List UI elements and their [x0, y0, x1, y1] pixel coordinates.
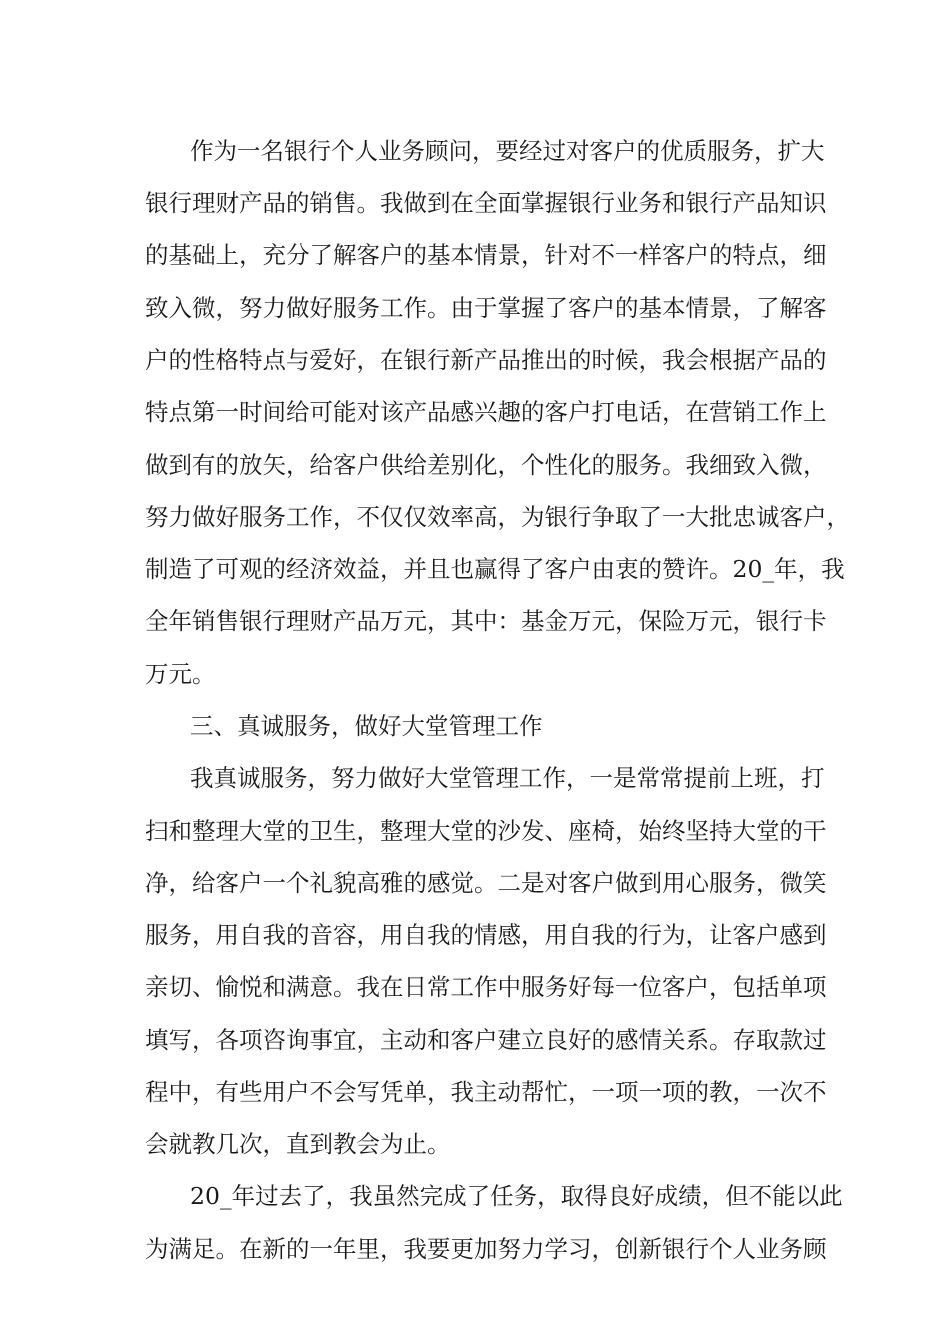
paragraph-line: 亲切、愉悦和满意。我在日常工作中服务好每一位客户，包括单项: [145, 973, 827, 1001]
paragraph-line: 服务，用自我的音容，用自我的情感，用自我的行为，让客户感到: [145, 921, 827, 949]
paragraph-line: 填写，各项咨询事宜，主动和客户建立良好的感情关系。存取款过: [145, 1026, 827, 1054]
paragraph-line: 全年销售银行理财产品万元，其中：基金万元，保险万元，银行卡: [145, 607, 827, 635]
paragraph-line: 户的性格特点与爱好，在银行新产品推出的时候，我会根据产品的: [145, 346, 827, 374]
paragraph-line: 银行理财产品的销售。我做到在全面掌握银行业务和银行产品知识: [145, 189, 827, 217]
paragraph-line: 作为一名银行个人业务顾问，要经过对客户的优质服务，扩大: [190, 137, 825, 165]
paragraph-line: 20_年过去了，我虽然完成了任务，取得良好成绩，但不能以此: [190, 1182, 843, 1210]
paragraph-line: 做到有的放矢，给客户供给差别化，个性化的服务。我细致入微，: [145, 451, 827, 479]
paragraph-line: 制造了可观的经济效益，并且也赢得了客户由衷的赞许。20_年，我: [145, 555, 845, 583]
paragraph-line: 净，给客户一个礼貌高雅的感觉。二是对客户做到用心服务，微笑: [145, 869, 827, 897]
paragraph-line: 努力做好服务工作，不仅仅效率高，为银行争取了一大批忠诚客户，: [145, 503, 850, 531]
section-heading: 三、真诚服务，做好大堂管理工作: [190, 712, 543, 740]
paragraph-line: 我真诚服务，努力做好大堂管理工作，一是常常提前上班，打: [190, 764, 825, 792]
paragraph-line: 程中，有些用户不会写凭单，我主动帮忙，一项一项的教，一次不: [145, 1078, 827, 1106]
paragraph-line: 会就教几次，直到教会为止。: [145, 1130, 451, 1158]
paragraph-line: 万元。: [145, 660, 216, 688]
paragraph-line: 致入微，努力做好服务工作。由于掌握了客户的基本情景，了解客: [145, 294, 827, 322]
paragraph-line: 为满足。在新的一年里，我要更加努力学习，创新银行个人业务顾: [145, 1235, 827, 1263]
paragraph-line: 的基础上，充分了解客户的基本情景，针对不一样客户的特点，细: [145, 241, 827, 269]
paragraph-line: 扫和整理大堂的卫生，整理大堂的沙发、座椅，始终坚持大堂的干: [145, 817, 827, 845]
paragraph-line: 特点第一时间给可能对该产品感兴趣的客户打电话，在营销工作上: [145, 398, 827, 426]
